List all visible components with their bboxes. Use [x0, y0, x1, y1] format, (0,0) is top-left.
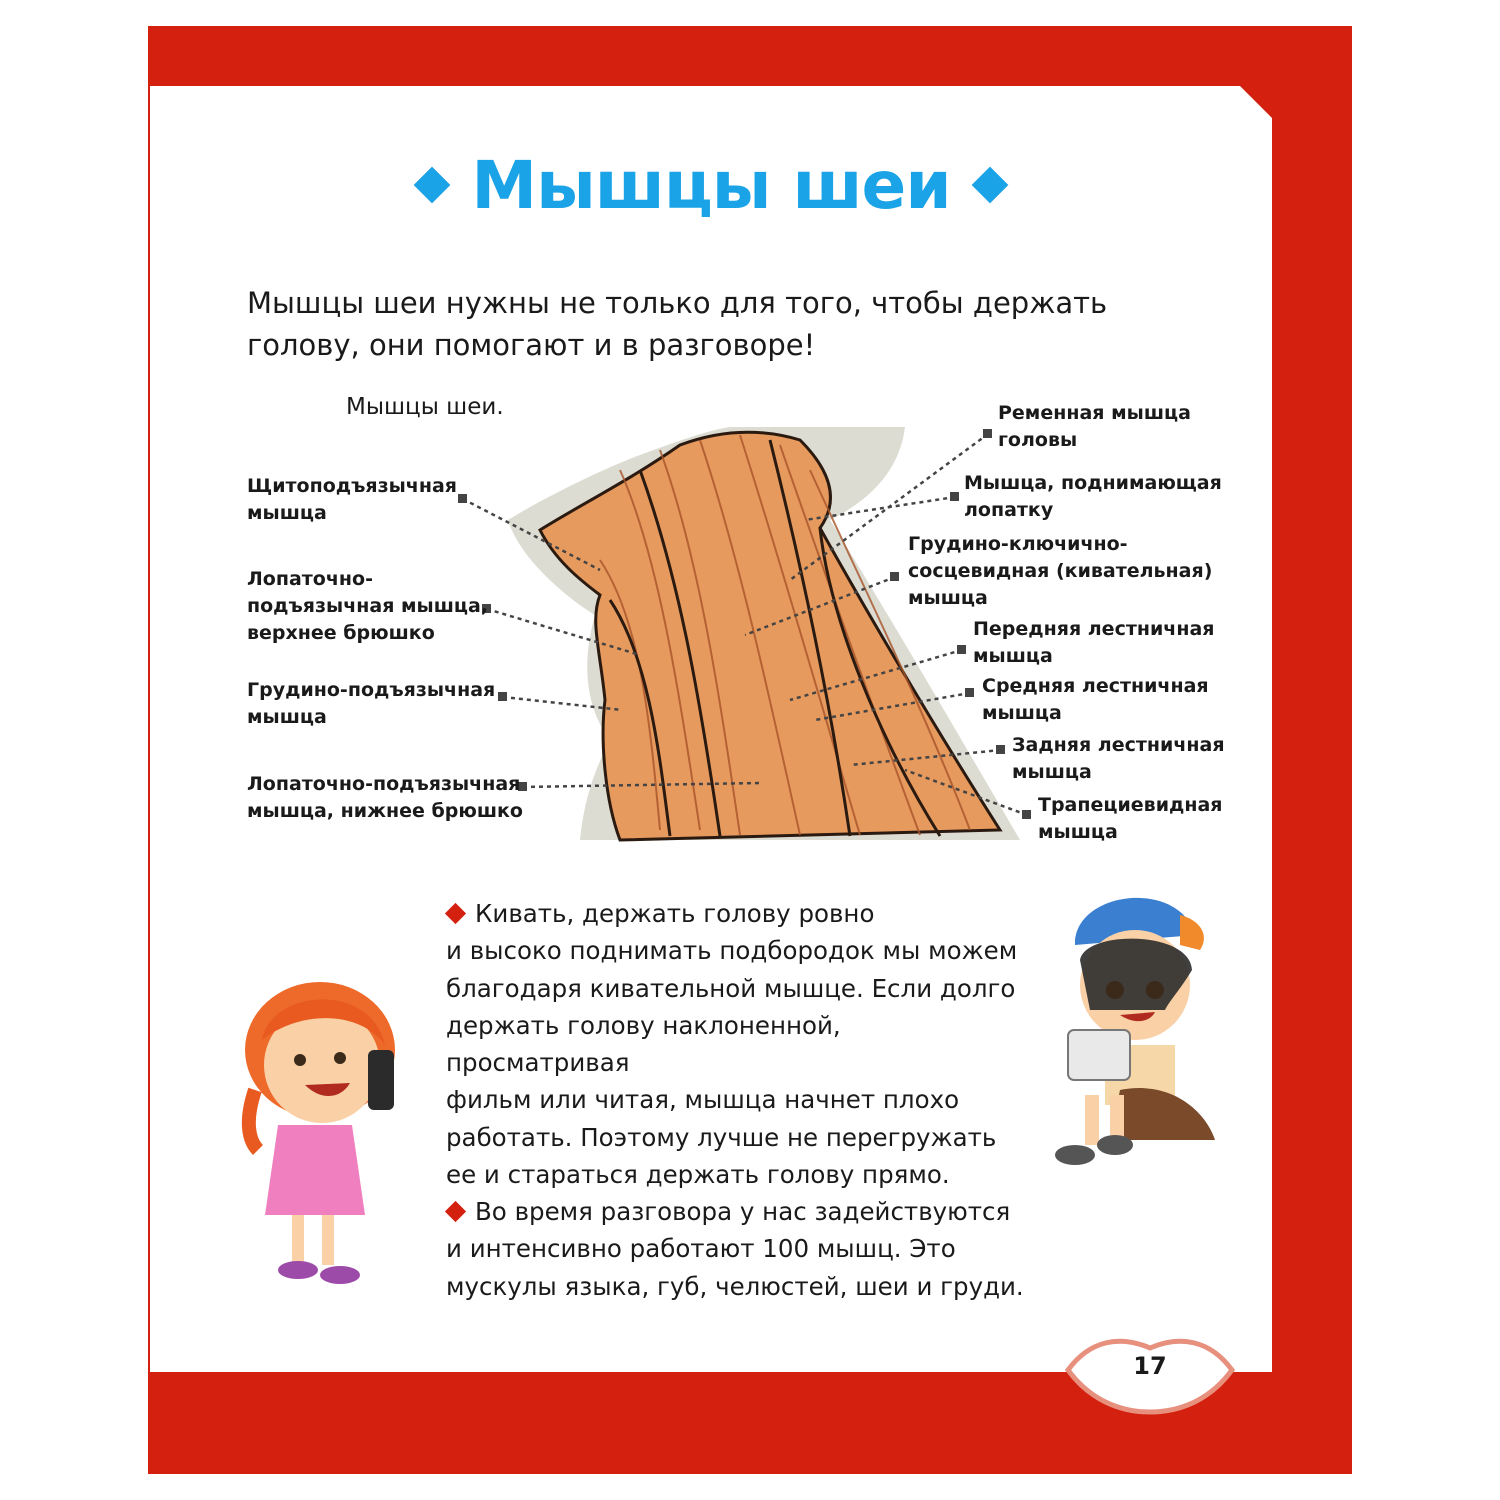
page-title: Мышцы шеи — [471, 146, 951, 224]
label-posterior-scalene: Задняя лестничная мышца — [1012, 734, 1225, 783]
label-sternocleidomastoid: Грудино-ключично- сосцевидная (кивательная) мышца — [908, 533, 1213, 609]
bullet-diamond-icon — [445, 903, 466, 924]
bullet-diamond-icon — [445, 1201, 466, 1222]
girl-with-tablet-illustration — [1055, 898, 1215, 1165]
paragraph-nodding-muscle — [446, 895, 1026, 1193]
intro-text: Мышцы шеи нужны не только для того, чтобы держать голову, они помогают и в разговоре! — [247, 286, 1108, 362]
label-levator-scapulae: Мышца, поднимающая лопатку — [964, 472, 1222, 521]
label-trapezius: Трапециевидная мышца — [1038, 794, 1223, 843]
paragraph-2-text: Во время разговора у нас задействуются и интенсивно работают 100 мышц. Это мускулы языка, губ, челюстей, шеи и груди. — [446, 1197, 1024, 1301]
diagram-caption: Мышцы шеи. — [346, 394, 504, 420]
label-thyrohyoid: Щитоподъязычная мышца — [247, 475, 457, 524]
label-omohyoid-inferior: Лопаточно-подъязычная мышца, нижнее брюшко — [247, 773, 523, 822]
paragraph-speech-muscles — [446, 1193, 1026, 1305]
label-omohyoid-superior: Лопаточно- подъязычная мышца, верхнее брюшко — [247, 568, 489, 644]
label-middle-scalene: Средняя лестничная мышца — [982, 675, 1209, 724]
girl-with-phone-illustration — [245, 982, 395, 1284]
page-number: 17 — [1133, 1352, 1167, 1380]
label-sternohyoid: Грудино-подъязычная мышца — [247, 679, 496, 728]
label-anterior-scalene: Передняя лестничная мышца — [973, 618, 1215, 667]
paragraph-1-text: Кивать, держать голову ровно и высоко поднимать подбородок мы можем благодаря кивательной мышце. Если долго держать голову наклоненной, просматривая фильм или читая, мышца начнет плохо работать. Поэтому лучше не перегружать ее и стараться держать голову прямо. — [446, 899, 1018, 1190]
label-splenius: Ременная мышца головы — [998, 402, 1191, 451]
muscle-mass — [540, 432, 1000, 840]
